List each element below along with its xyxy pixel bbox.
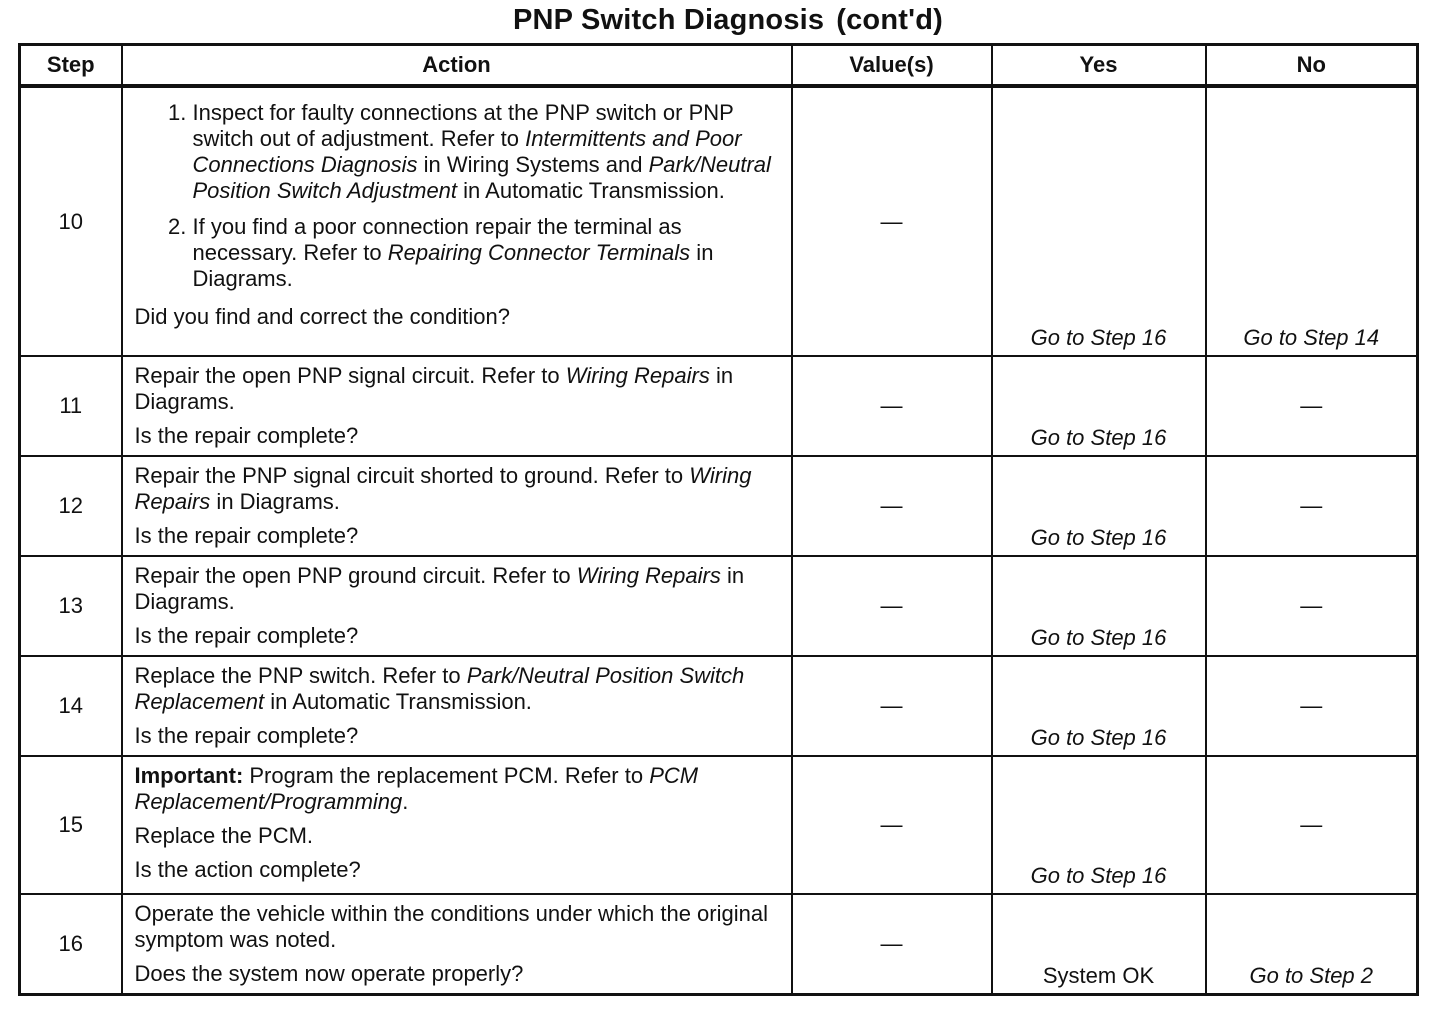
yes-cell: Go to Step 16 [992, 656, 1206, 756]
no-cell: — [1206, 456, 1418, 556]
yes-cell: Go to Step 16 [992, 756, 1206, 894]
value-cell: — [792, 656, 992, 756]
action-cell [122, 894, 792, 995]
action-step-item: 1. Inspect for faulty connections at the PNP switch or PNP switch out of adjustment. Refer to Intermittents and Poor Connections Diagnosis in Wiring Systems and Park/Neutral Position Switch Adjustment in Automatic Transmission. [193, 100, 781, 204]
table-row [20, 894, 1418, 995]
value-cell: — [792, 756, 992, 894]
action-cell [122, 356, 792, 456]
action-cell [122, 656, 792, 756]
value-cell: — [792, 356, 992, 456]
action-text: Repair the open PNP signal circuit. Refer to Wiring Repairs in Diagrams. [134, 363, 734, 414]
action-question: Is the repair complete? [134, 623, 359, 648]
action-cell [122, 756, 792, 894]
action-question: Is the repair complete? [134, 423, 359, 448]
action-question: Is the repair complete? [134, 723, 359, 748]
title-suffix: (cont'd) [836, 4, 943, 36]
no-cell: — [1206, 656, 1418, 756]
action-question: Is the action complete? [134, 857, 361, 882]
action-question: Did you find and correct the condition? [134, 304, 510, 329]
table-row [20, 556, 1418, 656]
step-number: 14 [20, 656, 122, 756]
action-text: Important: Program the replacement PCM. Refer to PCM Replacement/Programming. [134, 763, 699, 814]
header-no: No [1206, 45, 1418, 87]
action-text: Repair the open PNP ground circuit. Refer to Wiring Repairs in Diagrams. [134, 563, 745, 614]
action-text-2: Replace the PCM. [134, 823, 314, 848]
step-number: 12 [20, 456, 122, 556]
no-cell: Go to Step 2 [1206, 894, 1418, 995]
step-number: 11 [20, 356, 122, 456]
yes-cell: Go to Step 16 [992, 86, 1206, 356]
important-label: Important: [134, 763, 244, 788]
action-question: Does the system now operate properly? [134, 961, 524, 986]
no-cell: — [1206, 756, 1418, 894]
yes-cell: Go to Step 16 [992, 456, 1206, 556]
table-row [20, 86, 1418, 356]
value-cell: — [792, 456, 992, 556]
action-text: Operate the vehicle within the conditions under which the original symptom was noted. [134, 901, 768, 952]
table-row [20, 456, 1418, 556]
step-number: 16 [20, 894, 122, 995]
yes-cell: System OK [992, 894, 1206, 995]
header-row [20, 45, 1418, 87]
no-cell: — [1206, 556, 1418, 656]
table-row [20, 356, 1418, 456]
action-question: Is the repair complete? [134, 523, 359, 548]
page-title [0, 4, 1456, 37]
title-text: PNP Switch Diagnosis [512, 4, 825, 36]
action-step-item: 2. If you find a poor connection repair the terminal as necessary. Refer to Repairing Connector Terminals in Diagrams. [193, 214, 781, 292]
value-cell: — [792, 556, 992, 656]
action-cell [122, 456, 792, 556]
no-cell: Go to Step 14 [1206, 86, 1418, 356]
step-number: 13 [20, 556, 122, 656]
action-text: Replace the PNP switch. Refer to Park/Neutral Position Switch Replacement in Automatic Transmission. [134, 663, 745, 714]
step-number: 15 [20, 756, 122, 894]
table-row [20, 756, 1418, 894]
header-action: Action [122, 45, 792, 87]
yes-cell: Go to Step 16 [992, 356, 1206, 456]
action-cell [122, 86, 792, 356]
diagnosis-table [18, 43, 1419, 996]
table-row [20, 656, 1418, 756]
header-yes: Yes [992, 45, 1206, 87]
action-text: Repair the PNP signal circuit shorted to ground. Refer to Wiring Repairs in Diagrams. [134, 463, 752, 514]
yes-cell: Go to Step 16 [992, 556, 1206, 656]
value-cell: — [792, 86, 992, 356]
step-number: 10 [20, 86, 122, 356]
value-cell: — [792, 894, 992, 995]
header-step: Step [20, 45, 122, 87]
no-cell: — [1206, 356, 1418, 456]
header-values: Value(s) [792, 45, 992, 87]
action-steps [135, 100, 781, 292]
action-cell [122, 556, 792, 656]
